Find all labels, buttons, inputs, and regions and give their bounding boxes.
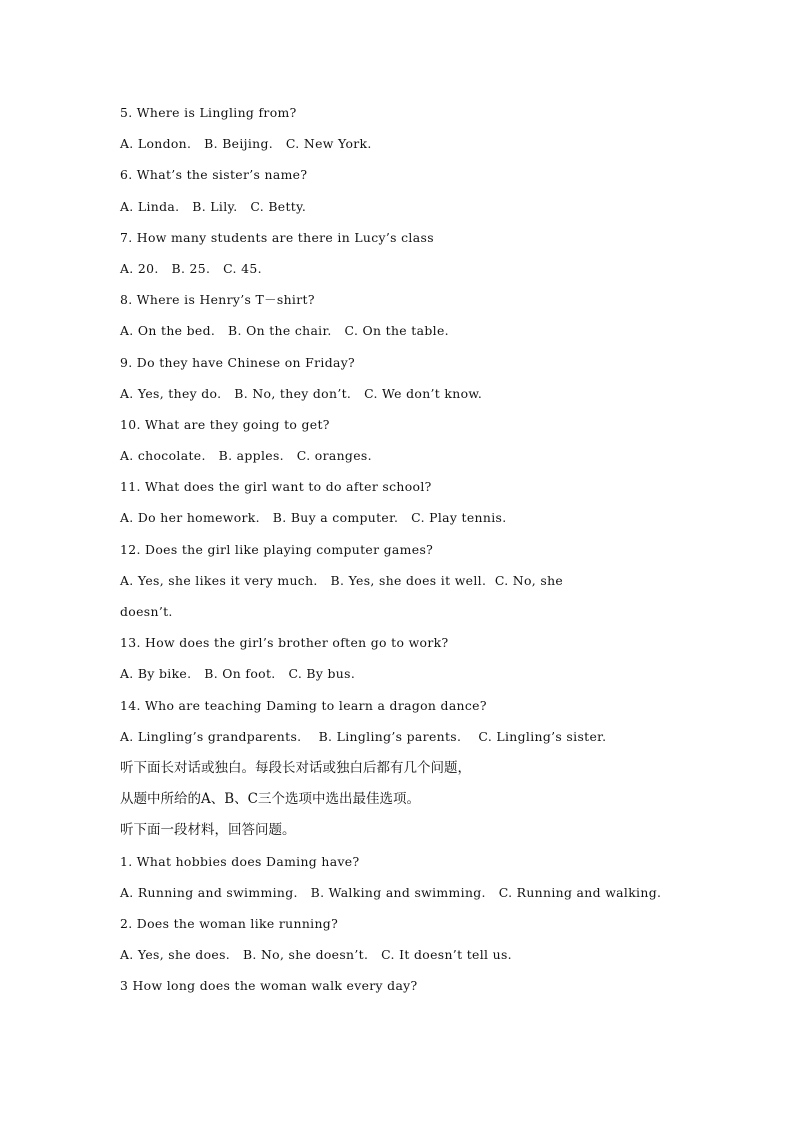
options-6: A. Linda. B. Lily. C. Betty. — [120, 198, 307, 214]
section-instruction-1: 听下面长对话或独白。每段长对话或独白后都有几个问题， — [120, 759, 471, 776]
question-13: 13. How does the girl’s brother often go to work? — [120, 635, 449, 651]
question-10: 10. What are they going to get? — [120, 416, 330, 432]
question-1: 1. What hobbies does Daming have? — [120, 853, 360, 869]
options-8: A. On the bed. B. On the chair. C. On the table. — [120, 323, 449, 339]
question-3: 3 How long does the woman walk every day? — [120, 978, 418, 994]
options-2: A. Yes, she does. B. No, she doesn’t. C. It doesn’t tell us. — [120, 947, 512, 963]
options-11: A. Do her homework. B. Buy a computer. C. Play tennis. — [120, 510, 507, 526]
options-9: A. Yes, they do. B. No, they don’t. C. We don’t know. — [120, 385, 483, 401]
options-13: A. By bike. B. On foot. C. By bus. — [120, 666, 356, 682]
options-1: A. Running and swimming. B. Walking and swimming. C. Running and walking. — [120, 884, 662, 900]
document-page — [120, 102, 680, 1006]
question-6: 6. What’s the sister’s name? — [120, 167, 308, 183]
options-12-continued: doesn’t. — [120, 604, 173, 619]
options-14: A. Lingling’s grandparents. B. Lingling’s parents. C. Lingling’s sister. — [120, 728, 607, 744]
options-12: A. Yes, she likes it very much. B. Yes, she does it well. C. No, she — [120, 572, 564, 588]
question-8: 8. Where is Henry’s T－shirt? — [120, 292, 315, 308]
section-instruction-3: 听下面一段材料，回答问题。 — [120, 822, 296, 839]
section-instruction-2: 从题中所给的A、B、C三个选项中选出最佳选项。 — [120, 791, 420, 808]
question-11: 11. What does the girl want to do after school? — [120, 479, 432, 495]
question-7: 7. How many students are there in Lucy’s class — [120, 229, 434, 245]
question-12: 12. Does the girl like playing computer games? — [120, 541, 434, 557]
question-14: 14. Who are teaching Daming to learn a dragon dance? — [120, 697, 487, 713]
question-9: 9. Do they have Chinese on Friday? — [120, 354, 356, 370]
options-5: A. London. B. Beijing. C. New York. — [120, 136, 372, 152]
question-5: 5. Where is Lingling from? — [120, 105, 297, 120]
options-10: A. chocolate. B. apples. C. oranges. — [120, 448, 372, 464]
question-2: 2. Does the woman like running? — [120, 915, 339, 931]
options-7: A. 20. B. 25. C. 45. — [120, 260, 262, 276]
